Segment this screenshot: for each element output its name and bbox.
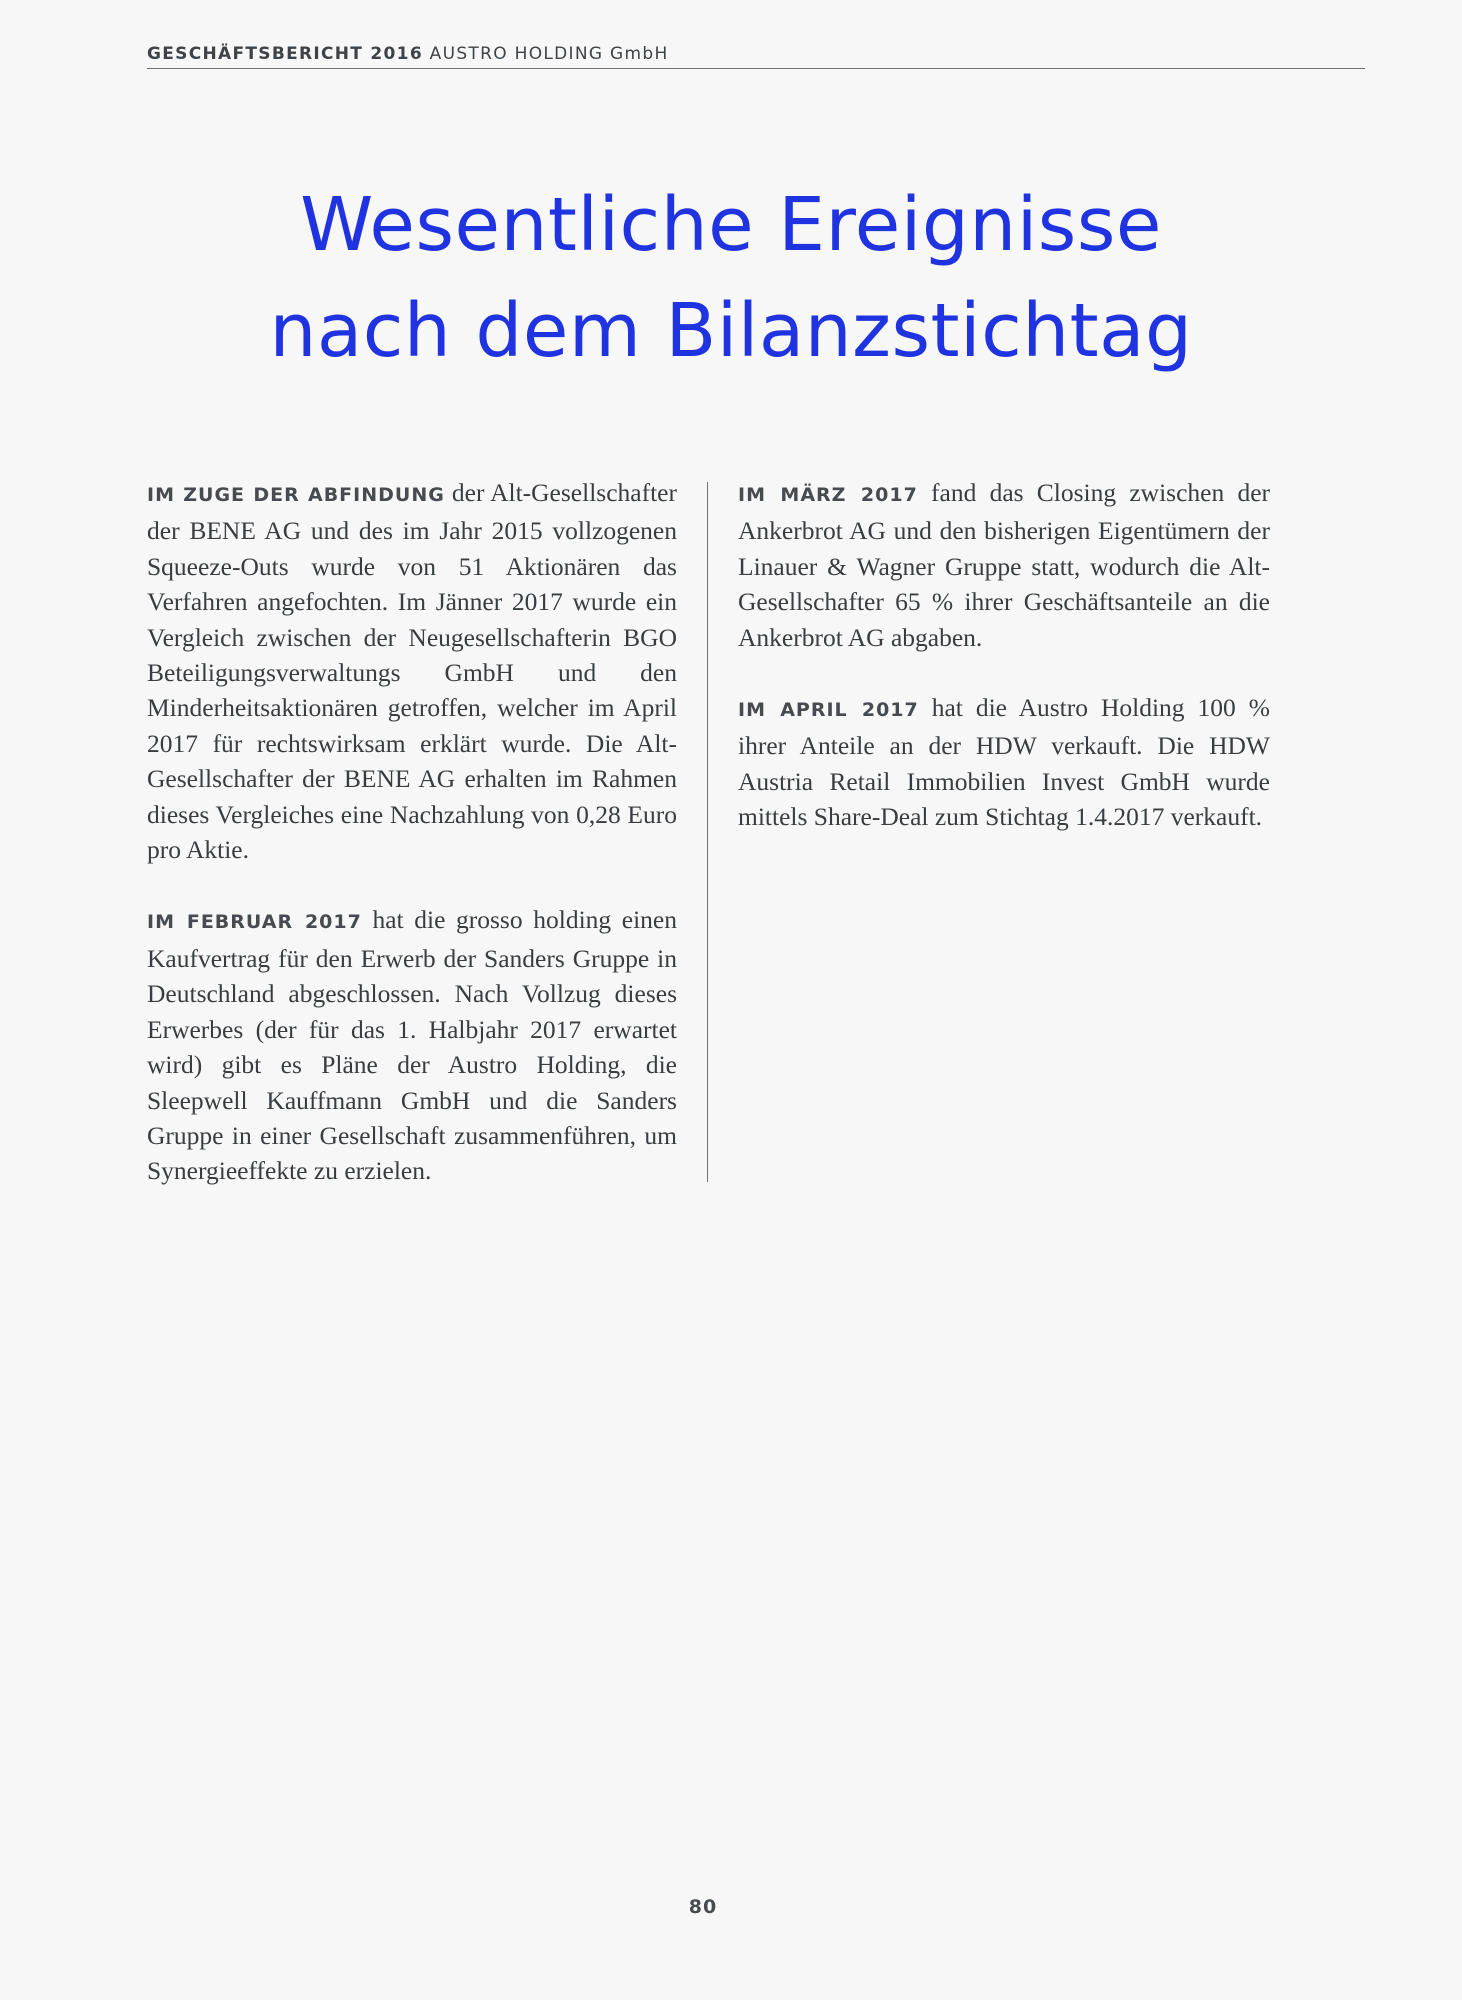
- page-number: 80: [688, 1896, 718, 1918]
- column-divider: [707, 482, 708, 1182]
- company-name: AUSTRO HOLDING GmbH: [429, 44, 669, 64]
- paragraph-lead: IM ZUGE DER ABFINDUNG: [147, 484, 445, 506]
- left-column: [147, 475, 677, 1224]
- paragraph-lead: IM APRIL 2017: [738, 699, 919, 722]
- paragraph-lead: IM FEBRUAR 2017: [147, 911, 362, 934]
- paragraph-maerz: [738, 475, 1270, 655]
- paragraph-text: fand das Closing zwischen der Ankerbrot AG und den bisherigen Eigentümern der Linauer & Wagner Gruppe statt, wodurch die Alt-Gesellschafter 65 % ihrer Geschäftsanteile an die Ankerbrot AG abgaben.: [738, 478, 1271, 652]
- page-title-line-2: nach dem Bilanzstichtag: [269, 288, 1193, 374]
- running-header: [147, 40, 1365, 69]
- page-title: [0, 172, 1462, 384]
- paragraph-text: hat die Austro Holding 100 % ihrer Anteile an der HDW verkauft. Die HDW Austria Retail Immobilien Invest GmbH wurde mittels Share-Deal zum Stichtag 1.4.2017 verkauft.: [738, 693, 1270, 832]
- paragraph-lead: IM MÄRZ 2017: [738, 484, 918, 506]
- page-title-line-1: Wesentliche Ereignisse: [300, 182, 1162, 268]
- report-title: GESCHÄFTSBERICHT 2016: [147, 44, 423, 64]
- paragraph-februar: [147, 902, 677, 1188]
- paragraph-april: [738, 690, 1270, 835]
- paragraph-text: hat die grosso holding einen Kaufvertrag für den Erwerb der Sanders Gruppe in Deutschland abgeschlossen. Nach Vollzug dieses Erwerbes (der für das 1. Halbjahr 2017 erwartet wird) gibt es Pläne der Austro Holding, die Sleepwell Kauffmann GmbH und die Sanders Gruppe in einer Gesellschaft zusammenführen, um Synergieeffekte zu erzielen.: [147, 905, 677, 1186]
- paragraph-abfindung: [147, 475, 677, 867]
- right-column: [738, 475, 1270, 870]
- paragraph-text: der Alt-Gesellschafter der BENE AG und des im Jahr 2015 vollzogenen Squeeze-Outs wurde von 51 Aktionären das Verfahren angefochten. Im Jänner 2017 wurde ein Vergleich zwischen der Neugesellschafterin BGO Beteiligungsverwaltungs GmbH und den Minderheitsaktionären getroffen, welcher im April 2017 für rechtswirksam erklärt wurde. Die Alt-Gesellschafter der BENE AG erhalten im Rahmen dieses Vergleiches eine Nachzahlung von 0,28 Euro pro Aktie.: [147, 478, 677, 865]
